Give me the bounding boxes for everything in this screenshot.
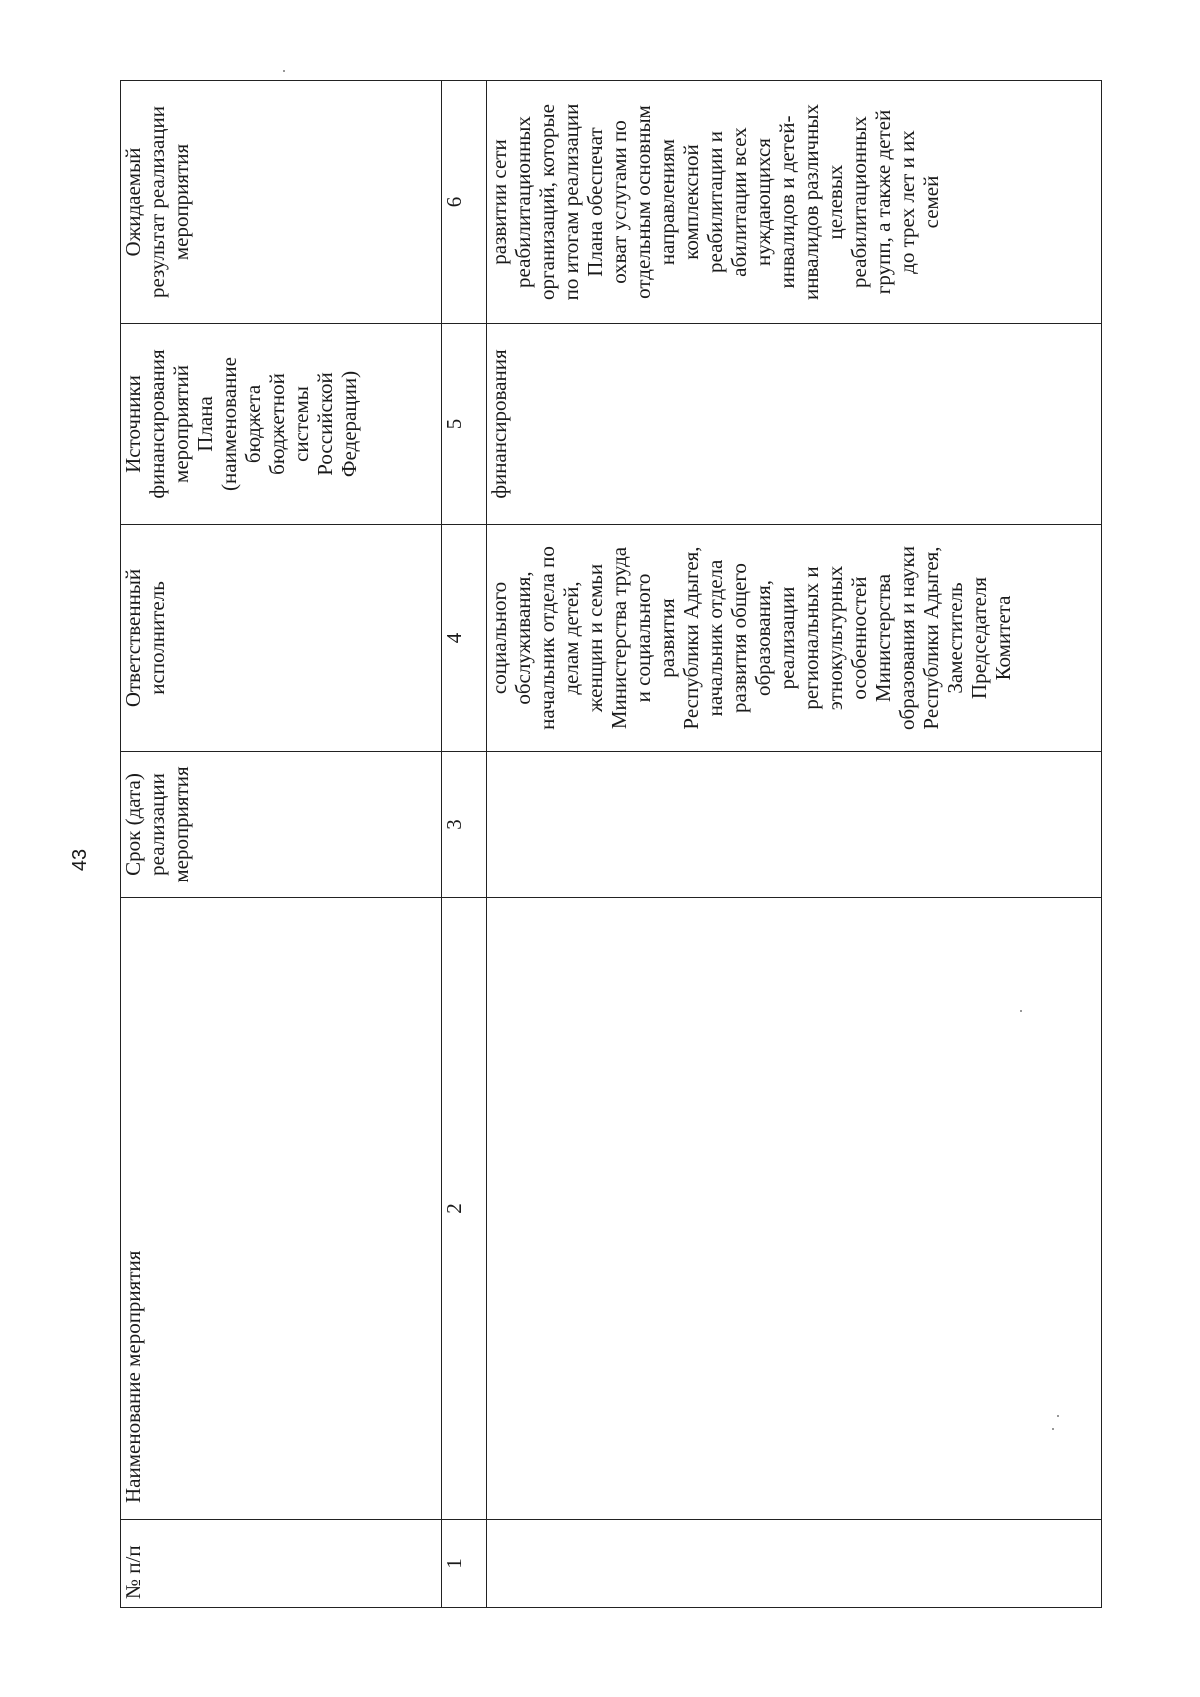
row-cell-responsible: социального обслуживания, начальник отдела по делам детей, женщин и семьи Министерства труда и социального развития Республики Адыгея, начальник отдела развития общего образования, реализации региональных и этнокультурных особенностей Министерства образования и науки Республики Адыгея, Заместитель Председателя Комитета — [487, 525, 1102, 752]
column-number-1: 1 — [442, 1520, 487, 1608]
column-number-6: 6 — [442, 81, 487, 324]
scan-speck — [283, 70, 285, 72]
rotated-table-container — [120, 81, 1102, 1608]
row-cell-number — [487, 1520, 1102, 1608]
header-col-5: Источники финансирования мероприятий Плана (наименование бюджета бюджетной системы Российской Федерации) — [121, 324, 442, 525]
row-cell-result: развитии сети реабилитационных организаций, которые по итогам реализации Плана обеспечат охват услугами по отдельным основным направлениям комплексной реабилитации и абилитации всех нуждающихся инвалидов и детей- инвалидов различных целевых реабилитационных групп, а также детей до трех лет и их семей — [487, 81, 1102, 324]
column-number-5: 5 — [442, 324, 487, 525]
header-row — [121, 81, 442, 1608]
column-number-4: 4 — [442, 525, 487, 752]
header-col-1: № п/п — [121, 1520, 442, 1608]
row-cell-deadline — [487, 752, 1102, 898]
header-col-4: Ответственный исполнитель — [121, 525, 442, 752]
table-row — [487, 81, 1102, 1608]
row-cell-funding: финансирования — [487, 324, 1102, 525]
header-col-3: Срок (дата) реализации мероприятия — [121, 752, 442, 898]
column-number-row — [442, 81, 487, 1608]
header-col-6: Ожидаемый результат реализации мероприятия — [121, 81, 442, 324]
column-number-3: 3 — [442, 752, 487, 898]
plan-table — [120, 80, 1102, 1608]
row-cell-name — [487, 898, 1102, 1520]
page-number: 43 — [69, 848, 91, 872]
column-number-2: 2 — [442, 898, 487, 1520]
header-col-2: Наименование мероприятия — [121, 898, 442, 1520]
